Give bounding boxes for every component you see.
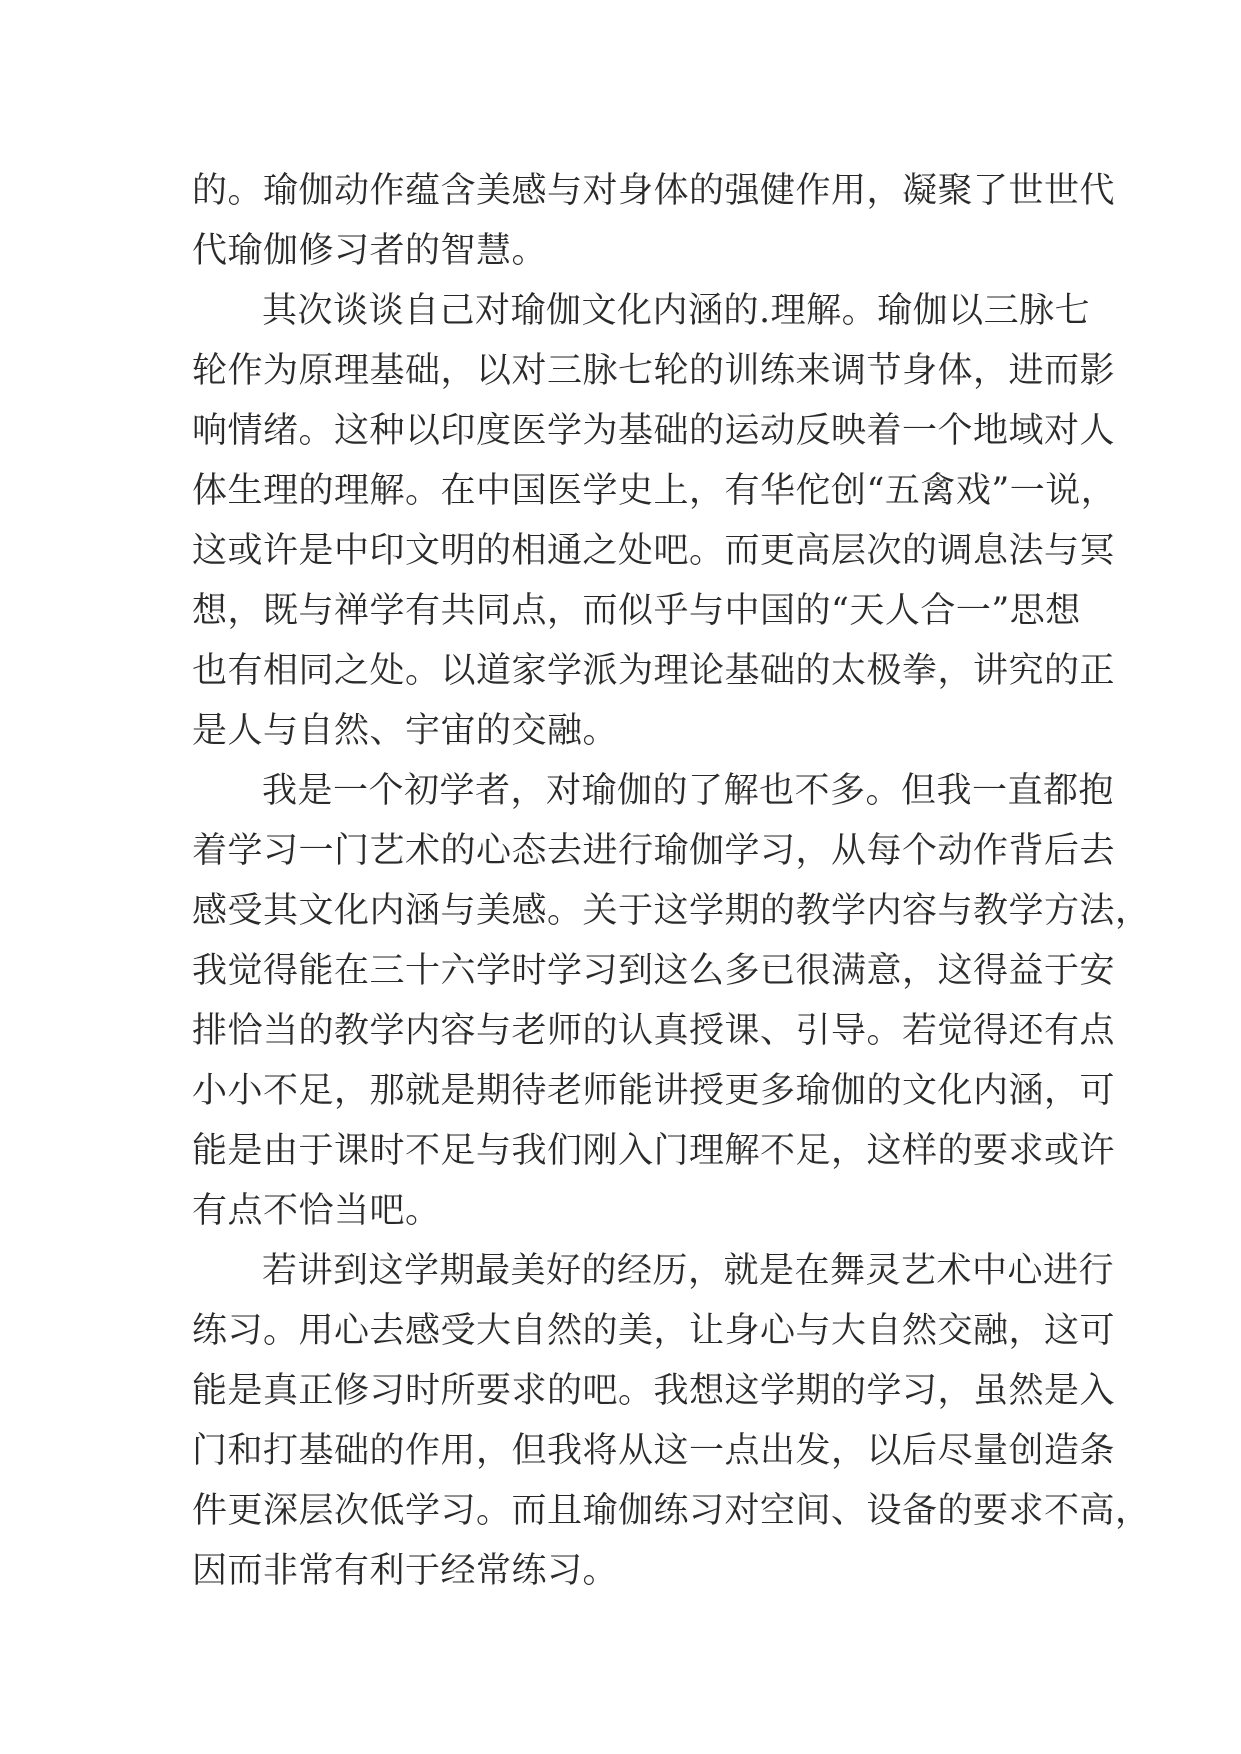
text-line: 这或许是中印文明的相通之处吧。而更高层次的调息法与冥 [192,531,1116,571]
text-line: 也有相同之处。以道家学派为理论基础的太极拳，讲究的正 [192,651,1116,691]
document-body [192,161,1151,1601]
paragraph-first-line: 我是一个初学者，对瑜伽的了解也不多。但我一直都抱 [262,771,1115,811]
text-line: 件更深层次低学习。而且瑜伽练习对空间、设备的要求不高， [192,1491,1151,1531]
text-line: 门和打基础的作用，但我将从这一点出发，以后尽量创造条 [192,1431,1116,1471]
text-line: 能是由于课时不足与我们刚入门理解不足，这样的要求或许 [192,1131,1116,1171]
text-line: 体生理的理解。在中国医学史上，有华佗创“五禽戏”一说， [192,471,1117,511]
text-line: 是人与自然、宇宙的交融。 [192,711,619,751]
text-line: 小小不足，那就是期待老师能讲授更多瑜伽的文化内涵，可 [192,1071,1116,1111]
text-line: 感受其文化内涵与美感。关于这学期的教学内容与教学方法， [192,891,1151,931]
text-line: 响情绪。这种以印度医学为基础的运动反映着一个地域对人 [192,411,1116,451]
text-line: 有点不恰当吧。 [192,1191,441,1231]
text-line: 能是真正修习时所要求的吧。我想这学期的学习，虽然是入 [192,1371,1116,1411]
text-line: 轮作为原理基础，以对三脉七轮的训练来调节身体，进而影 [192,351,1116,391]
paragraph-first-line: 若讲到这学期最美好的经历，就是在舞灵艺术中心进行 [262,1251,1115,1291]
paragraph-first-line: 其次谈谈自己对瑜伽文化内涵的.理解。瑜伽以三脉七 [262,291,1091,331]
text-line: 的。瑜伽动作蕴含美感与对身体的强健作用，凝聚了世世代 [192,171,1116,211]
text-line: 着学习一门艺术的心态去进行瑜伽学习，从每个动作背后去 [192,831,1116,871]
text-line: 我觉得能在三十六学时学习到这么多已很满意，这得益于安 [192,951,1116,991]
text-line: 排恰当的教学内容与老师的认真授课、引导。若觉得还有点 [192,1011,1116,1051]
text-line: 练习。用心去感受大自然的美，让身心与大自然交融，这可 [192,1311,1116,1351]
text-line: 因而非常有利于经常练习。 [192,1551,619,1591]
text-line: 想，既与禅学有共同点，而似乎与中国的“天人合一”思想 [192,591,1081,631]
text-line: 代瑜伽修习者的智慧。 [192,231,548,271]
